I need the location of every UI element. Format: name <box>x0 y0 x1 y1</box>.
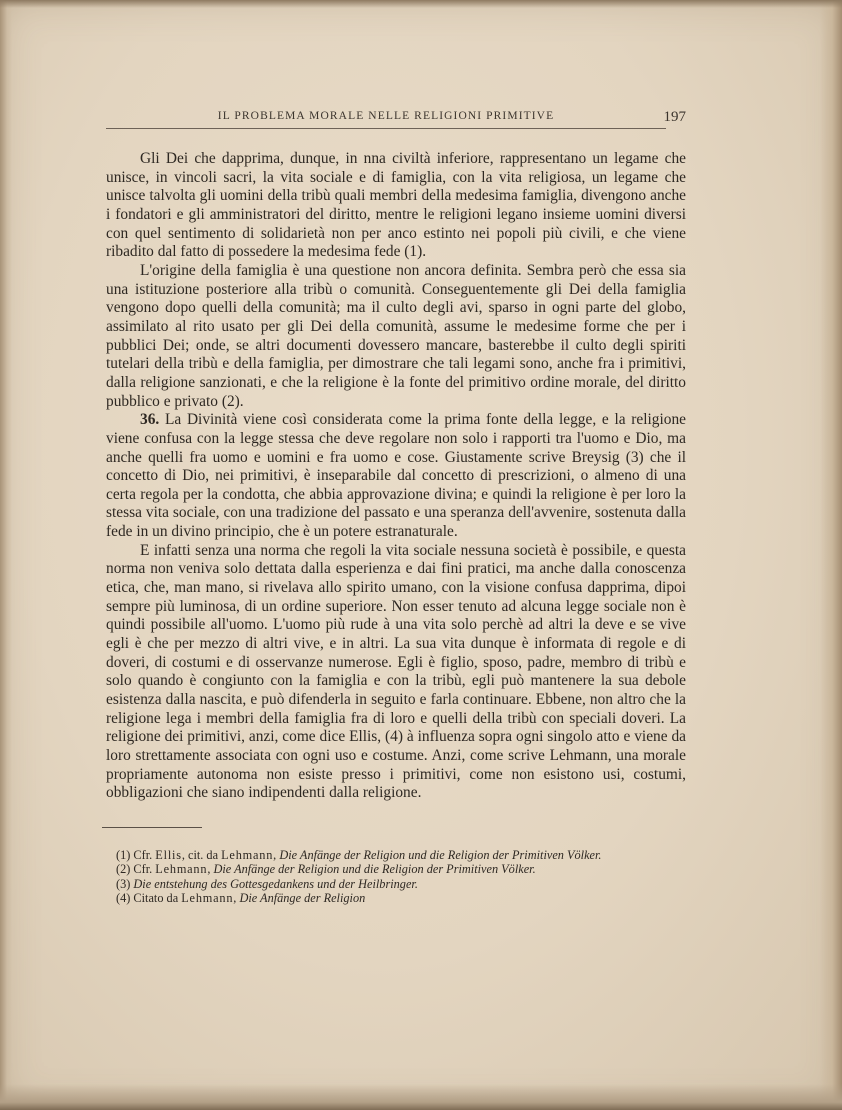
paragraph-4: E infatti senza una norma che regoli la vita sociale nessuna società è possibile, e questa norma non veniva solo dettata dalla esperienza e dai fini pratici, ma anche dalla conoscenza etica, che, man mano, si rivelava allo spirito umano, con la visione confusa dapprima, dipoi sempre più luminosa, di un ordine superiore. Non esser tenuto ad alcuna legge sociale non è quindi possibile all'uomo. L'uomo più rude à una vita solo perchè ad altri la deve e se vive egli è che per mezzo di altri vive, e in altri. La sua vita dunque è informata di regole e di doveri, di costumi e di osservanze numerose. Egli è figlio, sposo, padre, membro di tribù e solo quando è congiunto con la famiglia e con la tribù, egli può mantenere la sua debole esistenza dalla nascita, e può difenderla in seguito e farla continuare. Ebbene, non altro che la religione lega i membri della famiglia fra di loro e quelli della tribù con speciali doveri. La religione dei primitivi, anzi, come dice Ellis, (4) à influenza sopra ogni singolo atto e viene da loro strettamente associata con ogni uso e costume. Anzi, come scrive Lehmann, una morale propriamente autonoma non esiste presso i primitivi, come non esistono usi, costumi, obbligazioni che siano indipendenti dalla religione. <box>106 541 686 802</box>
footnote-3 <box>102 877 684 891</box>
footnote-author: Lehmann <box>221 848 274 862</box>
page-edge-left <box>0 0 12 1110</box>
footnote-2 <box>102 862 684 876</box>
footnote-prefix: Cfr. <box>133 862 156 877</box>
footnote-title: Die entstehung des Gottesgedankens und der Heilbringer. <box>133 876 418 891</box>
page-number: 197 <box>663 109 686 125</box>
paragraph-3-text: La Divinità viene così considerata come la prima fonte della legge, e la religione viene confusa con la legge stessa che deve regolare non solo i rapporti tra l'uomo e Dio, ma anche quelli fra uomo e uomini e fra uomo e cose. Giustamente scrive Breysig (3) che il concetto di Dio, nei primitivi, è inseparabile dal concetto di prescrizioni, o almeno di una certa regola per la condotta, che abbia approvazione divina; e quindi la religione è per loro la stessa vita sociale, con una tradizione del passato e una speranza dell'avvenire, sostenuta dalla fede in un divino principio, che è un potere estranaturale. <box>106 411 686 541</box>
footnote-title: Die Anfänge der Religion und die Religion der Primitiven Völker. <box>213 862 536 877</box>
footnote-prefix: Cfr. <box>133 848 156 862</box>
footnote-author: Lehmann <box>155 862 208 877</box>
running-head <box>106 109 686 125</box>
footnote-number: (3) <box>116 876 131 891</box>
footnote-separator: , <box>207 862 214 877</box>
footnote-author: Ellis <box>155 848 182 862</box>
footnote-title: Die Anfänge der Religion <box>239 891 366 906</box>
footnote-rule <box>102 827 202 828</box>
paragraph-3 <box>106 411 686 542</box>
footnote-1 <box>102 848 684 862</box>
paragraph-2: L'origine della famiglia è una questione non ancora definita. Sembra però che essa sia una istituzione posteriore alla tribù o comunità. Conseguentemente gli Dei della famiglia vengono dopo quelli della comunità; ma il culto degli avi, sparso in ogni parte del globo, assimilato al rito usato per gli Dei della comunità, assume le medesime forme che per i pubblici Dei; onde, se altri documenti dovessero mancare, basterebbe il culto degli spiriti tutelari della tribù e della famiglia, per dimostrare che tali legami sono, anche fra i primitivi, dalla religione sanzionati, e che la religione è la fonte del primitivo ordine morale, del diritto pubblico e privato (2). <box>106 261 686 410</box>
footnote-connector: , cit. da <box>181 848 222 862</box>
page-edge-top <box>0 0 842 8</box>
footnote-separator: , <box>233 891 240 906</box>
footnote-number: (1) <box>116 848 131 862</box>
section-number: 36. <box>140 411 160 429</box>
footnote-title: Die Anfänge der Religion und die Religion der Primitiven Völker. <box>279 848 602 862</box>
running-head-title: IL PROBLEMA MORALE NELLE RELIGIONI PRIMITIVE <box>217 110 555 122</box>
body-text <box>106 150 686 803</box>
footnote-separator: , <box>273 848 280 862</box>
page-edge-right <box>820 0 842 1110</box>
footnote-number: (2) <box>116 862 131 877</box>
page-edge-bottom <box>0 1084 842 1110</box>
footnote-prefix: Citato da <box>133 891 182 906</box>
header-rule <box>106 128 666 129</box>
footnotes <box>102 848 684 906</box>
footnote-4 <box>102 891 684 905</box>
footnote-author: Lehmann <box>181 891 234 906</box>
paragraph-1: Gli Dei che dapprima, dunque, in nna civiltà inferiore, rappresentano un legame che unisce, in vincoli sacri, la vita sociale e di famiglia, con la vita religiosa, un legame che unisce talvolta gli uomini della tribù quali membri della medesima famiglia, divengono anche i fondatori e gli amministratori del diritto, mentre le religioni legano insieme uomini diversi con quel sentimento di solidarietà non per anco estinto nei popoli più civili, e che viene ribadito dal fatto di possedere la medesima fede (1). <box>106 150 686 261</box>
footnote-number: (4) <box>116 891 131 906</box>
